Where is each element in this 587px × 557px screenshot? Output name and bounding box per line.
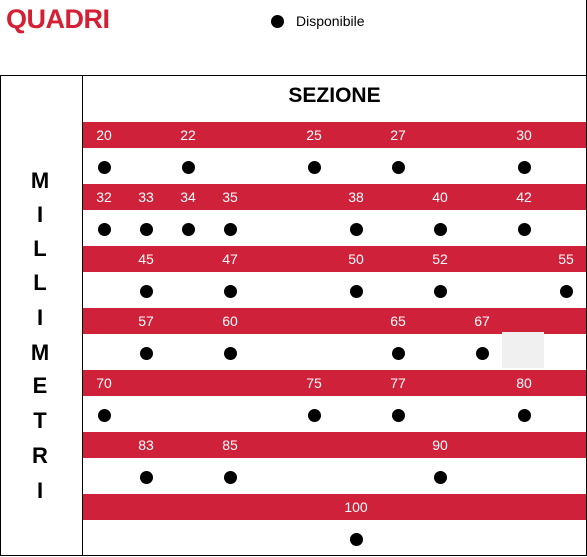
available-dot-icon xyxy=(392,161,405,174)
size-label: 27 xyxy=(390,127,406,143)
size-label: 65 xyxy=(390,313,406,329)
size-label: 50 xyxy=(348,251,364,267)
available-dot-icon xyxy=(434,471,447,484)
available-dot-icon xyxy=(140,471,153,484)
size-label: 35 xyxy=(222,189,238,205)
legend xyxy=(271,11,364,31)
size-label: 20 xyxy=(96,127,112,143)
available-dot-icon xyxy=(140,347,153,360)
available-dot-icon xyxy=(518,161,531,174)
available-dot-icon xyxy=(182,161,195,174)
available-dot-icon xyxy=(392,347,405,360)
available-dot-icon xyxy=(392,409,405,422)
size-label: 22 xyxy=(180,127,196,143)
size-label: 32 xyxy=(96,189,112,205)
available-dot-icon xyxy=(308,409,321,422)
side-label-letter: R xyxy=(32,443,48,468)
available-dot-icon xyxy=(98,161,111,174)
side-label-letter: I xyxy=(36,202,44,227)
available-dot-icon xyxy=(224,285,237,298)
size-label: 100 xyxy=(344,499,368,515)
available-dot-icon xyxy=(476,347,489,360)
available-dot-icon xyxy=(350,223,363,236)
size-label: 80 xyxy=(516,375,532,391)
size-label: 60 xyxy=(222,313,238,329)
available-dot-icon xyxy=(560,285,573,298)
size-label: 33 xyxy=(138,189,154,205)
size-band-row xyxy=(83,494,586,520)
side-label-letter: M xyxy=(30,340,50,365)
available-dot-icon xyxy=(434,285,447,298)
size-label: 47 xyxy=(222,251,238,267)
legend-label: Disponibile xyxy=(296,13,365,29)
available-dot-icon xyxy=(224,223,237,236)
available-dot-icon xyxy=(182,223,195,236)
side-label-letter: L xyxy=(33,270,47,295)
available-dot-icon xyxy=(224,347,237,360)
size-label: 70 xyxy=(96,375,112,391)
side-label-letter: T xyxy=(33,408,47,433)
available-dot-icon xyxy=(308,161,321,174)
size-label: 57 xyxy=(138,313,154,329)
size-label: 34 xyxy=(180,189,196,205)
available-dot-icon xyxy=(98,409,111,422)
header-divider xyxy=(0,75,587,76)
size-label: 75 xyxy=(306,375,322,391)
available-dot-icon xyxy=(98,223,111,236)
available-dot-icon xyxy=(350,285,363,298)
column-header-sezione: SEZIONE xyxy=(288,84,381,107)
side-label-letter: L xyxy=(33,236,47,261)
available-dot-icon xyxy=(140,285,153,298)
available-dot-icon xyxy=(518,409,531,422)
available-dot-icon xyxy=(224,471,237,484)
available-dot-icon xyxy=(140,223,153,236)
available-dot-icon xyxy=(350,533,363,546)
size-label: 90 xyxy=(432,437,448,453)
size-label: 83 xyxy=(138,437,154,453)
size-label: 25 xyxy=(306,127,322,143)
page-title: QUADRI xyxy=(6,4,110,34)
size-label: 52 xyxy=(432,251,448,267)
size-label: 45 xyxy=(138,251,154,267)
side-label-letter: E xyxy=(32,373,48,398)
side-label-letter: I xyxy=(36,478,44,503)
size-label: 40 xyxy=(432,189,448,205)
empty-cell xyxy=(502,332,544,368)
size-label: 30 xyxy=(516,127,532,143)
available-dot-icon xyxy=(518,223,531,236)
available-dot-icon xyxy=(271,15,284,28)
size-label: 38 xyxy=(348,189,364,205)
size-label: 77 xyxy=(390,375,406,391)
side-label-letter: I xyxy=(36,305,44,330)
size-label: 85 xyxy=(222,437,238,453)
size-label: 67 xyxy=(474,313,490,329)
size-label: 55 xyxy=(558,251,574,267)
size-label: 42 xyxy=(516,189,532,205)
side-label-letter: M xyxy=(30,168,50,193)
available-dot-icon xyxy=(434,223,447,236)
bottom-border xyxy=(0,555,587,556)
